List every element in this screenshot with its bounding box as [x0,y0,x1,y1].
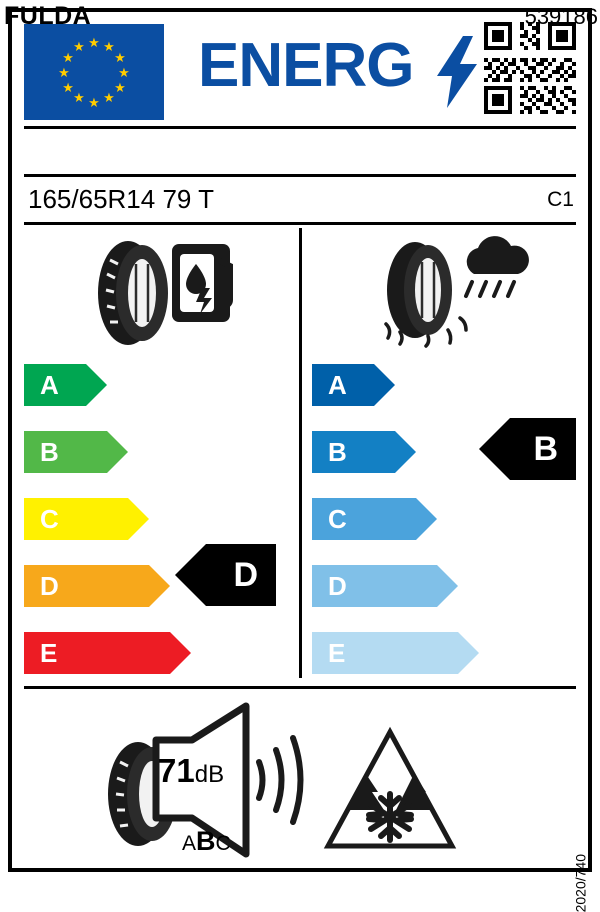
fuel-rating-value: D [233,555,258,594]
fuel-grade-label: E [40,637,58,668]
three-peak-mountain-snowflake-icon [326,728,454,852]
grade-arrow-tip [86,364,107,406]
fuel-grade-row [24,431,107,473]
fuel-grade-label: C [40,503,59,534]
eu-star: ★ [62,49,74,65]
grade-arrow-tip [107,431,128,473]
eu-star: ★ [118,64,130,80]
fuel-grade-row [24,565,149,607]
grade-arrow-tip [458,632,479,674]
wet-grade-row [312,565,437,607]
regulation-code: 2020/740 [572,854,588,912]
wet-grade-label: E [328,637,346,668]
lightning-bolt-icon [437,36,477,108]
divider-brand [24,174,576,177]
noise-class-c: C [215,832,231,855]
eu-star: ★ [62,79,74,95]
fuel-grade-label: D [40,570,59,601]
eu-star: ★ [73,38,85,54]
brand-name: FULDA [4,2,92,30]
fuel-grade-label: B [40,436,59,467]
fuel-grade-row [24,498,128,540]
fuel-grade-row [24,364,86,406]
tyre-class-code: C1 [547,188,574,211]
divider-top [24,126,576,129]
wet-grade-label: C [328,503,347,534]
wet-grade-row [312,431,395,473]
grade-arrow-tip [416,498,437,540]
divider-vertical [299,228,302,678]
grade-arrow-tip [395,431,416,473]
eu-flag-icon [24,24,164,120]
wet-grade-row [312,498,416,540]
grade-arrow-tip [374,364,395,406]
noise-value: 71dB [158,752,225,789]
fuel-grade-label: A [40,369,59,400]
grade-arrow-tip [128,498,149,540]
wet-grade-label: D [328,570,347,601]
wet-rating-badge [510,418,576,480]
eu-star: ★ [114,49,126,65]
divider-bottom [24,686,576,689]
eu-star: ★ [73,90,85,106]
noise-class-b: B [196,826,216,856]
wet-grade-label: A [328,369,347,400]
wet-rating-value: B [533,429,558,468]
wet-grade-label: B [328,436,347,467]
noise-class-scale [182,826,231,857]
eu-star: ★ [103,90,115,106]
page-title: ENERG [198,31,414,100]
fuel-grade-row [24,632,170,674]
serial-number: 539186 [524,4,598,29]
noise-unit: dB [194,761,225,788]
qr-code-icon [484,22,576,114]
tyre-fuel-pump-icon [80,238,240,348]
eu-star: ★ [114,79,126,95]
eu-star: ★ [103,38,115,54]
eu-star: ★ [88,34,100,50]
wet-grade-row [312,632,458,674]
grade-arrow-tip [170,632,191,674]
divider-size [24,222,576,225]
eu-star: ★ [58,64,70,80]
noise-class-a: A [182,832,197,855]
fuel-rating-badge [206,544,276,606]
tyre-rain-cloud-icon [370,238,530,348]
tyre-size: 165/65R14 79 T [28,184,214,214]
grade-arrow-tip [149,565,170,607]
eu-star: ★ [88,94,100,110]
grade-arrow-tip [437,565,458,607]
wet-grade-row [312,364,374,406]
